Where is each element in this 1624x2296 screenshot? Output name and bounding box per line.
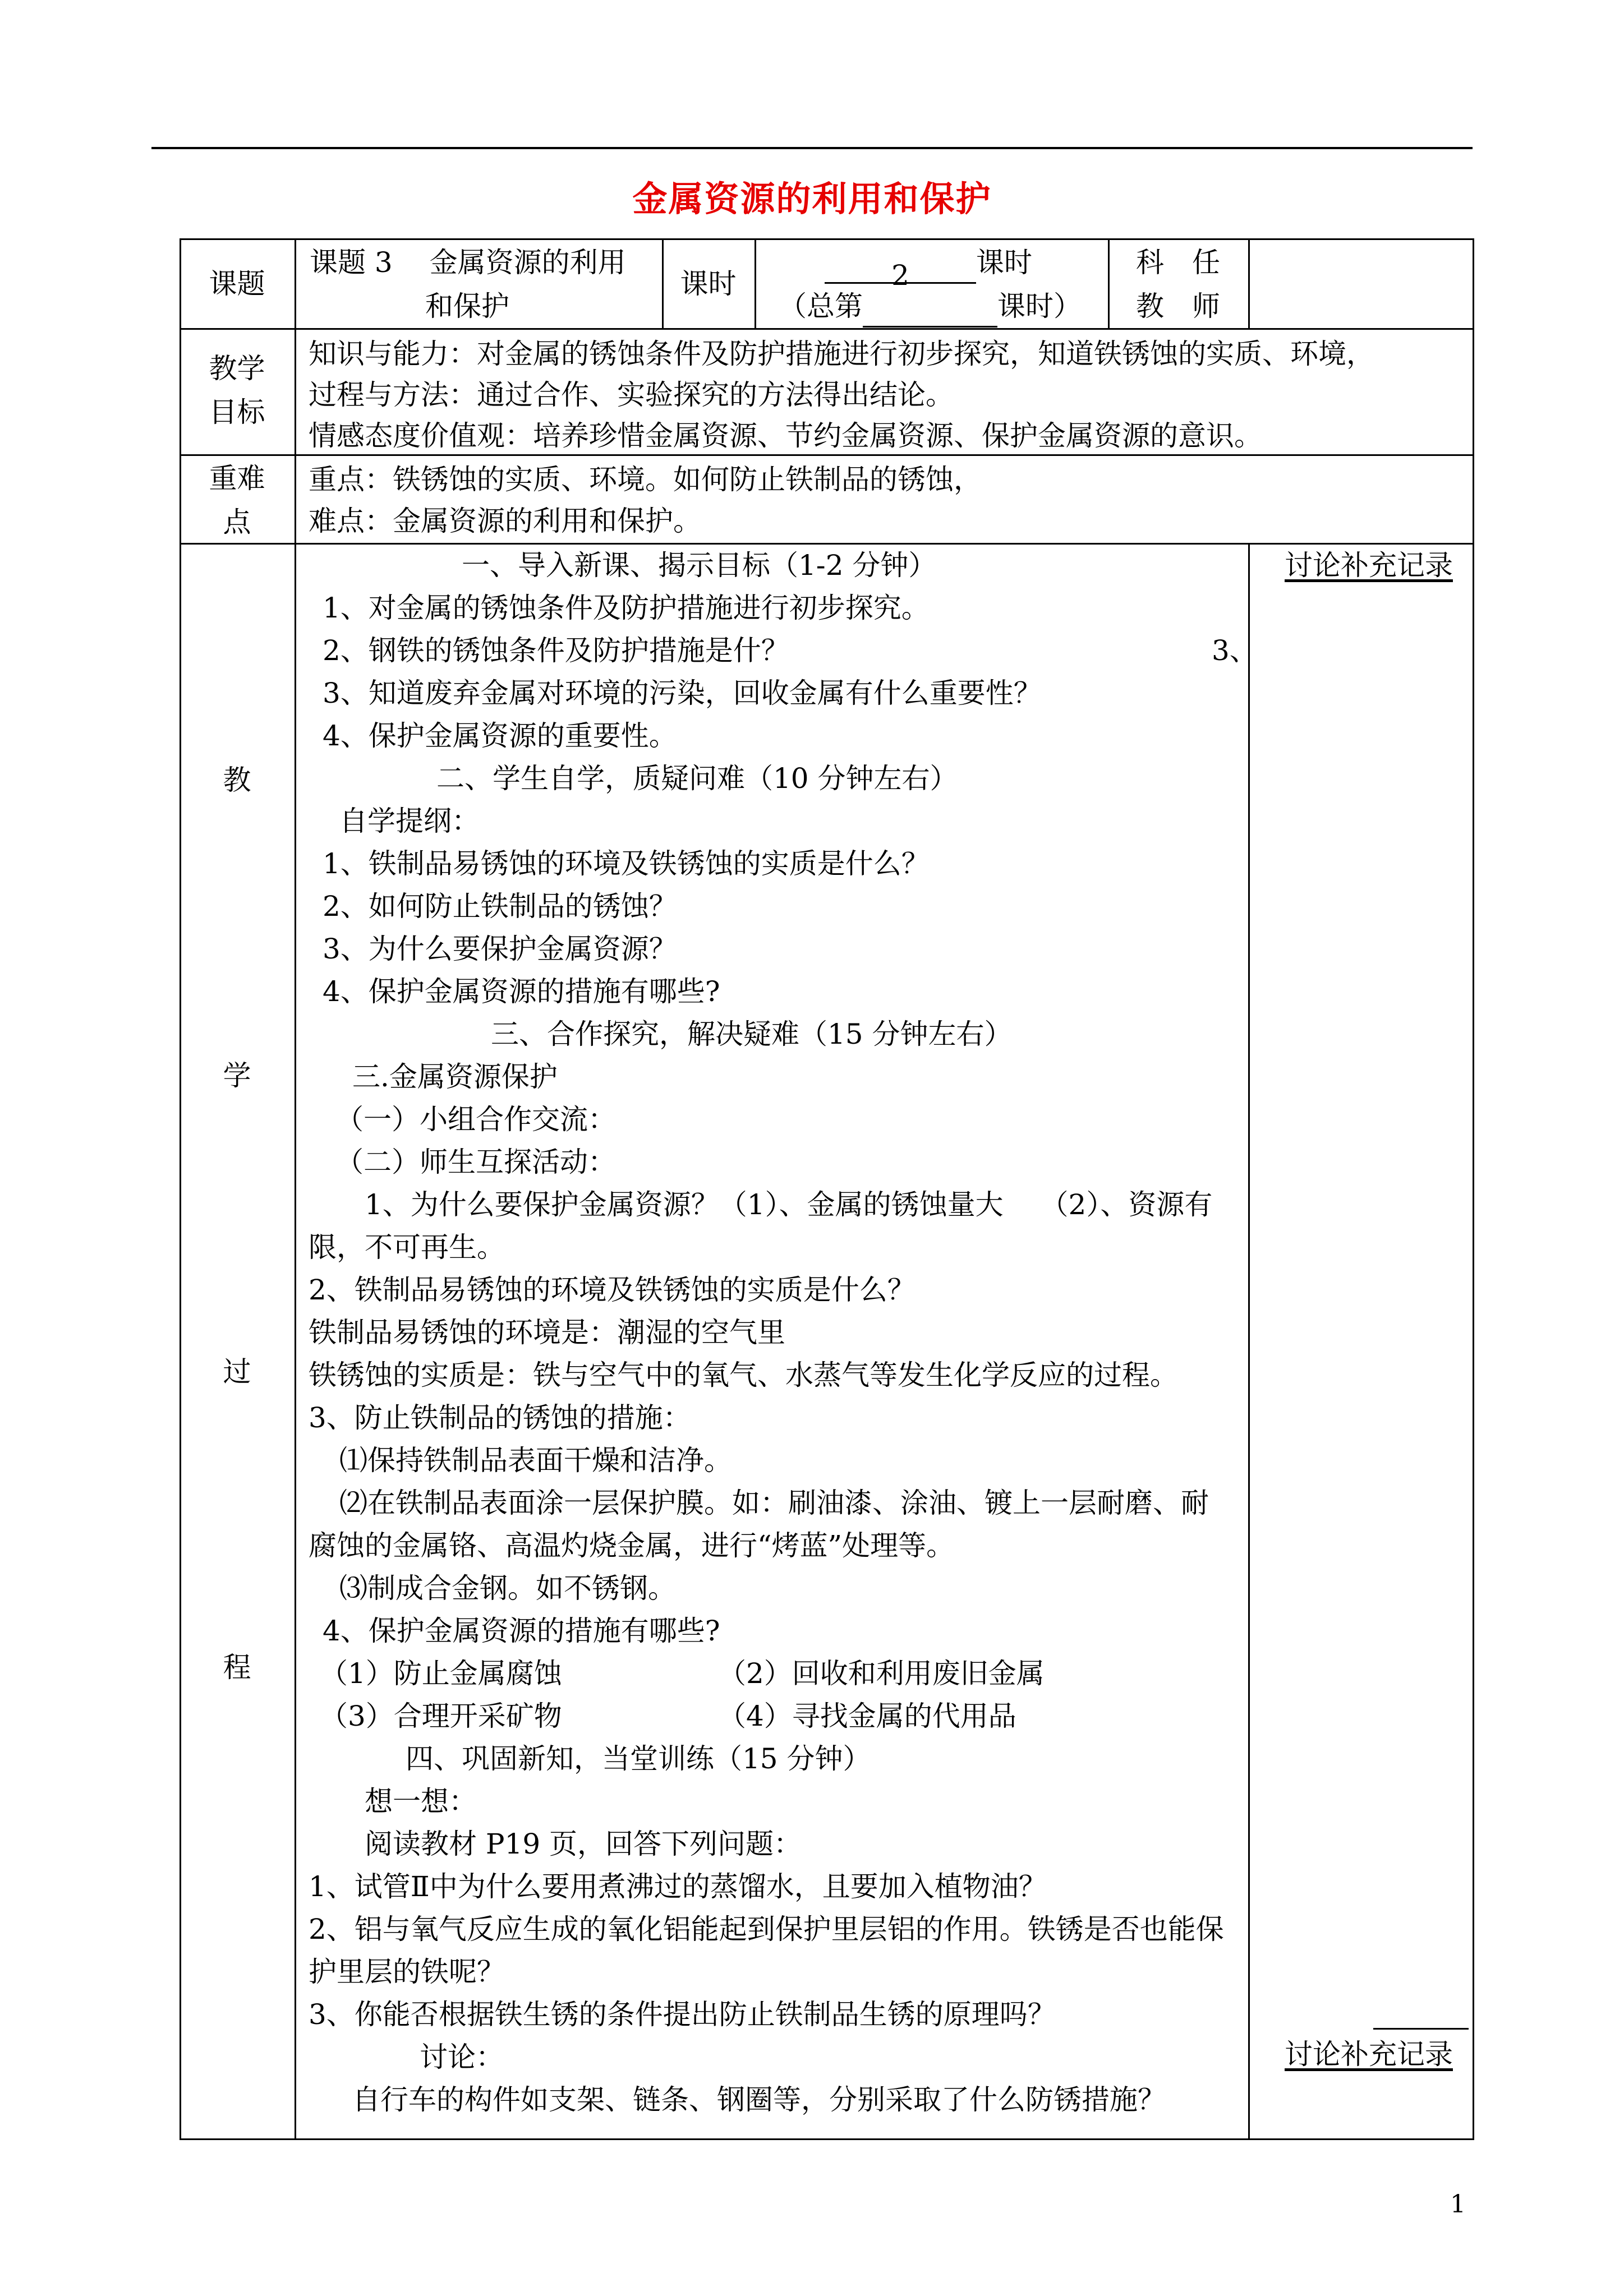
total-suffix: 课时） bbox=[997, 290, 1082, 322]
content-line: （二）师生互探活动： bbox=[335, 1146, 616, 1178]
content-line: 阅读教材 P19 页，回答下列问题： bbox=[365, 1828, 802, 1860]
content-line: 三.金属资源保护 bbox=[352, 1061, 558, 1093]
total-prefix: （总第 bbox=[779, 290, 863, 322]
process-label-char: 程 bbox=[223, 1651, 251, 1684]
side-note-discussion: 讨论补充记录 bbox=[1285, 549, 1453, 582]
table-border-bottom bbox=[180, 2138, 1474, 2140]
content-line: 腐蚀的金属铬、高温灼烧金属，进行“烤蓝”处理等。 bbox=[309, 1529, 955, 1562]
content-line: （4）寻找金属的代用品 bbox=[718, 1700, 1016, 1732]
stray-text: 3、 bbox=[1212, 634, 1258, 667]
content-line: ⑵在铁制品表面涂一层保护膜。如：刷油漆、涂油、镀上一层耐磨、耐 bbox=[339, 1487, 1209, 1519]
side-note-rule bbox=[1373, 2028, 1469, 2030]
content-line: （一）小组合作交流： bbox=[335, 1103, 616, 1136]
content-line: （3）合理开采矿物 bbox=[320, 1700, 562, 1732]
topic-label: 课题 bbox=[209, 268, 265, 300]
hours-number: 2 bbox=[825, 254, 976, 284]
content-line: 想一想： bbox=[365, 1785, 477, 1818]
objective-line: 情感态度价值观：培养珍惜金属资源、节约金属资源、保护金属资源的意识。 bbox=[309, 419, 1262, 452]
content-line: 3、为什么要保护金属资源？ bbox=[323, 933, 677, 965]
header-rule bbox=[151, 147, 1473, 149]
objectives-label-1: 教学 bbox=[209, 352, 265, 385]
content-line: 1、试管Ⅱ中为什么要用煮沸过的蒸馏水，且要加入植物油？ bbox=[309, 1870, 1047, 1903]
content-line: （1）防止金属腐蚀 bbox=[320, 1657, 562, 1690]
content-line: ⑴保持铁制品表面干燥和洁净。 bbox=[339, 1444, 732, 1477]
keypoint-line: 难点：金属资源的利用和保护。 bbox=[309, 505, 701, 537]
section-heading: 一、导入新课、揭示目标（1-2 分钟） bbox=[462, 549, 937, 582]
content-line: 护里层的铁呢？ bbox=[309, 1956, 505, 1988]
teacher-label-2: 教 师 bbox=[1136, 290, 1220, 322]
total-hours-line bbox=[779, 285, 1082, 328]
total-blank bbox=[863, 298, 997, 328]
table-col-divider bbox=[755, 238, 756, 328]
content-line: 讨论： bbox=[420, 2041, 504, 2073]
objective-line: 知识与能力：对金属的锈蚀条件及防护措施进行初步探究，知道铁锈蚀的实质、环境， bbox=[309, 338, 1374, 370]
content-line: 铁锈蚀的实质是：铁与空气中的氧气、水蒸气等发生化学反应的过程。 bbox=[309, 1359, 1178, 1391]
content-line: 3、你能否根据铁生锈的条件提出防止铁制品生锈的原理吗？ bbox=[309, 1998, 1056, 2031]
page-number: 1 bbox=[1450, 2190, 1466, 2219]
keypoint-line: 重点：铁锈蚀的实质、环境。如何防止铁制品的锈蚀， bbox=[309, 463, 982, 496]
content-line: 铁制品易锈蚀的环境是：潮湿的空气里 bbox=[309, 1316, 785, 1349]
table-border-right bbox=[1473, 238, 1474, 2140]
content-line: 3、防止铁制品的锈蚀的措施： bbox=[309, 1401, 691, 1434]
table-border-top bbox=[180, 238, 1474, 240]
table-col-divider bbox=[1248, 238, 1250, 328]
table-row-divider bbox=[180, 328, 1474, 330]
content-line: （2）回收和利用废旧金属 bbox=[718, 1657, 1045, 1690]
side-note-discussion: 讨论补充记录 bbox=[1285, 2038, 1453, 2071]
section-heading: 四、巩固新知，当堂训练（15 分钟） bbox=[406, 1742, 871, 1775]
hours-unit: 课时 bbox=[976, 246, 1032, 279]
content-line: 限，不可再生。 bbox=[309, 1231, 505, 1264]
keypoints-label-2: 点 bbox=[223, 506, 251, 538]
table-col-divider bbox=[295, 238, 296, 2140]
content-line: 自行车的构件如支架、链条、钢圈等，分别采取了什么防锈措施？ bbox=[352, 2083, 1166, 2116]
content-line: 1、为什么要保护金属资源？（1）、金属的锈蚀量大 （2）、资源有 bbox=[365, 1188, 1213, 1221]
content-line: 2、钢铁的锈蚀条件及防护措施是什？ bbox=[323, 634, 789, 667]
content-line: 1、对金属的锈蚀条件及防护措施进行初步探究。 bbox=[323, 592, 930, 624]
process-label-char: 教 bbox=[223, 764, 251, 796]
process-label-char: 学 bbox=[223, 1059, 251, 1092]
content-line: 2、如何防止铁制品的锈蚀？ bbox=[323, 890, 677, 923]
keypoints-label-1: 重难 bbox=[209, 462, 265, 495]
section-heading: 二、学生自学，质疑问难（10 分钟左右） bbox=[436, 762, 958, 795]
table-col-divider bbox=[1248, 543, 1250, 2140]
page-title: 金属资源的利用和保护 bbox=[632, 178, 992, 219]
hours-line bbox=[825, 241, 1032, 292]
section-heading: 三、合作探究，解决疑难（15 分钟左右） bbox=[491, 1018, 1013, 1050]
process-label-char: 过 bbox=[223, 1356, 251, 1388]
content-line: 4、保护金属资源的措施有哪些? bbox=[323, 975, 720, 1008]
content-line: ⑶制成合金钢。如不锈钢。 bbox=[339, 1572, 676, 1605]
content-line: 1、铁制品易锈蚀的环境及铁锈蚀的实质是什么？ bbox=[323, 847, 930, 880]
teacher-label-1: 科 任 bbox=[1136, 246, 1220, 279]
content-line: 2、铁制品易锈蚀的环境及铁锈蚀的实质是什么？ bbox=[309, 1274, 915, 1306]
objectives-label-2: 目标 bbox=[209, 396, 265, 428]
content-line: 4、保护金属资源的措施有哪些? bbox=[323, 1615, 720, 1647]
content-line: 4、保护金属资源的重要性。 bbox=[323, 720, 677, 752]
objective-line: 过程与方法：通过合作、实验探究的方法得出结论。 bbox=[309, 379, 954, 411]
hours-label: 课时 bbox=[680, 268, 737, 300]
content-line: 自学提纲： bbox=[339, 805, 480, 837]
content-line: 2、铝与氧气反应生成的氧化铝能起到保护里层铝的作用。铁锈是否也能保 bbox=[309, 1913, 1224, 1945]
topic-value-line2: 和保护 bbox=[425, 290, 509, 322]
content-line: 3、知道废弃金属对环境的污染，回收金属有什么重要性？ bbox=[323, 677, 1042, 709]
topic-value-line1: 课题 3 金属资源的利用 bbox=[310, 246, 626, 279]
